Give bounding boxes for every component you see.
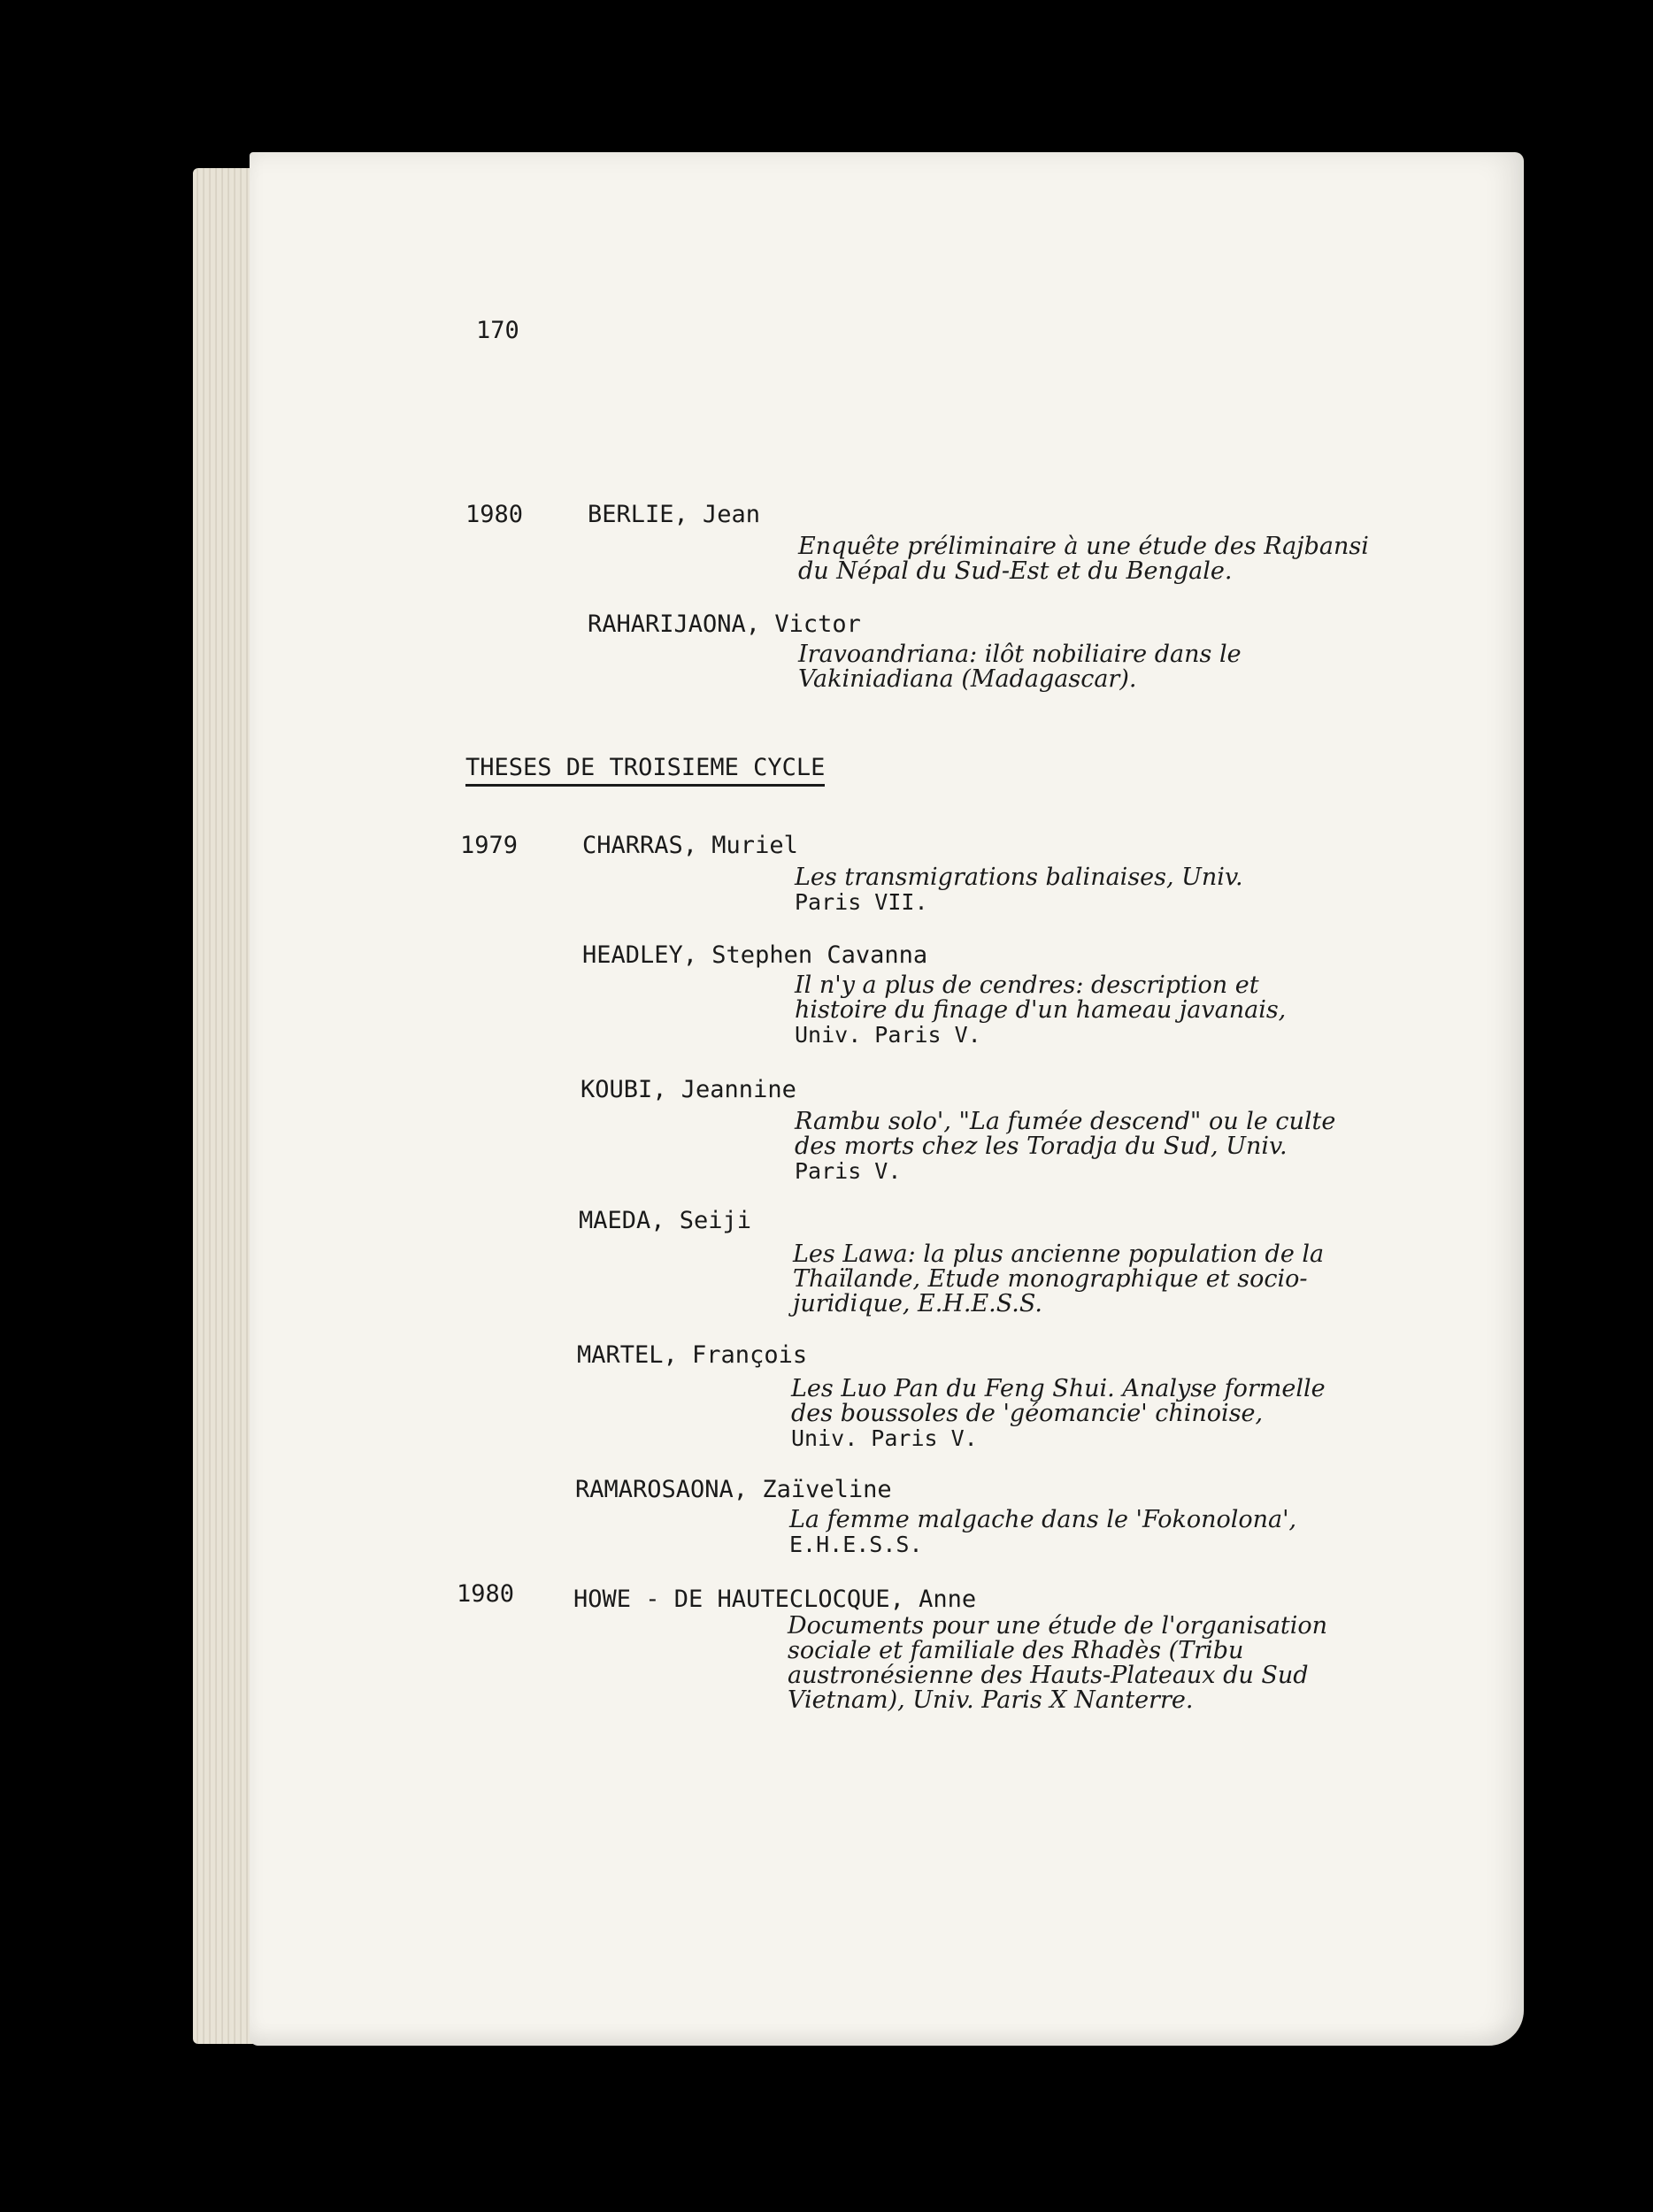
entry-author: BERLIE, Jean: [588, 501, 761, 528]
entry-title: Enquête préliminaire à une étude des Rajbansi du Népal du Sud-Est et du Bengale.: [798, 533, 1369, 585]
entry-author: RAHARIJAONA, Victor: [588, 611, 861, 638]
book-page: [250, 152, 1524, 2046]
entry-title: Iravoandriana: ilôt nobiliaire dans le Vakiniadiana (Madagascar).: [798, 641, 1242, 693]
entry-title: Les Lawa: la plus ancienne population de la Thaïlande, Etude monographique et socio- juridique, E.H.E.S.S.: [793, 1240, 1325, 1317]
entry-title: Les Luo Pan du Feng Shui. Analyse formelle des boussoles de 'géomancie' chinoise, Univ. Paris V.: [791, 1375, 1326, 1451]
entry-author: CHARRAS, Muriel: [582, 832, 798, 859]
page-stack-edges: [193, 168, 255, 2044]
page-number: 170: [476, 317, 519, 344]
entry-author: MARTEL, François: [577, 1341, 808, 1369]
entry-author: KOUBI, Jeannine: [580, 1076, 796, 1103]
entry-title: Rambu solo', "La fumée descend" ou le culte des morts chez les Toradja du Sud, Univ. Paris V.: [795, 1108, 1336, 1184]
entry-author: HOWE - DE HAUTECLOCQUE, Anne: [573, 1586, 977, 1613]
entry-title: Il n'y a plus de cendres: description et histoire du finage d'un hameau javanais, Univ. Paris V.: [795, 972, 1287, 1048]
entry-year: 1980: [457, 1580, 515, 1608]
entry-author: RAMAROSAONA, Zaïveline: [575, 1476, 892, 1503]
entry-author: HEADLEY, Stephen Cavanna: [582, 941, 928, 969]
entry-author: MAEDA, Seiji: [579, 1207, 752, 1234]
entry-title: Les transmigrations balinaises, Univ. Paris VII.: [795, 864, 1243, 915]
section-heading: THESES DE TROISIEME CYCLE: [465, 754, 825, 787]
entry-title: Documents pour une étude de l'organisation sociale et familiale des Rhadès (Tribu austronésienne des Hauts-Plateaux du Sud Vietnam), Univ. Paris X Nanterre.: [788, 1612, 1328, 1714]
entry-year: 1979: [460, 832, 519, 859]
entry-year: 1980: [465, 501, 524, 528]
entry-title: La femme malgache dans le 'Fokonolona', E.H.E.S.S.: [789, 1506, 1297, 1557]
